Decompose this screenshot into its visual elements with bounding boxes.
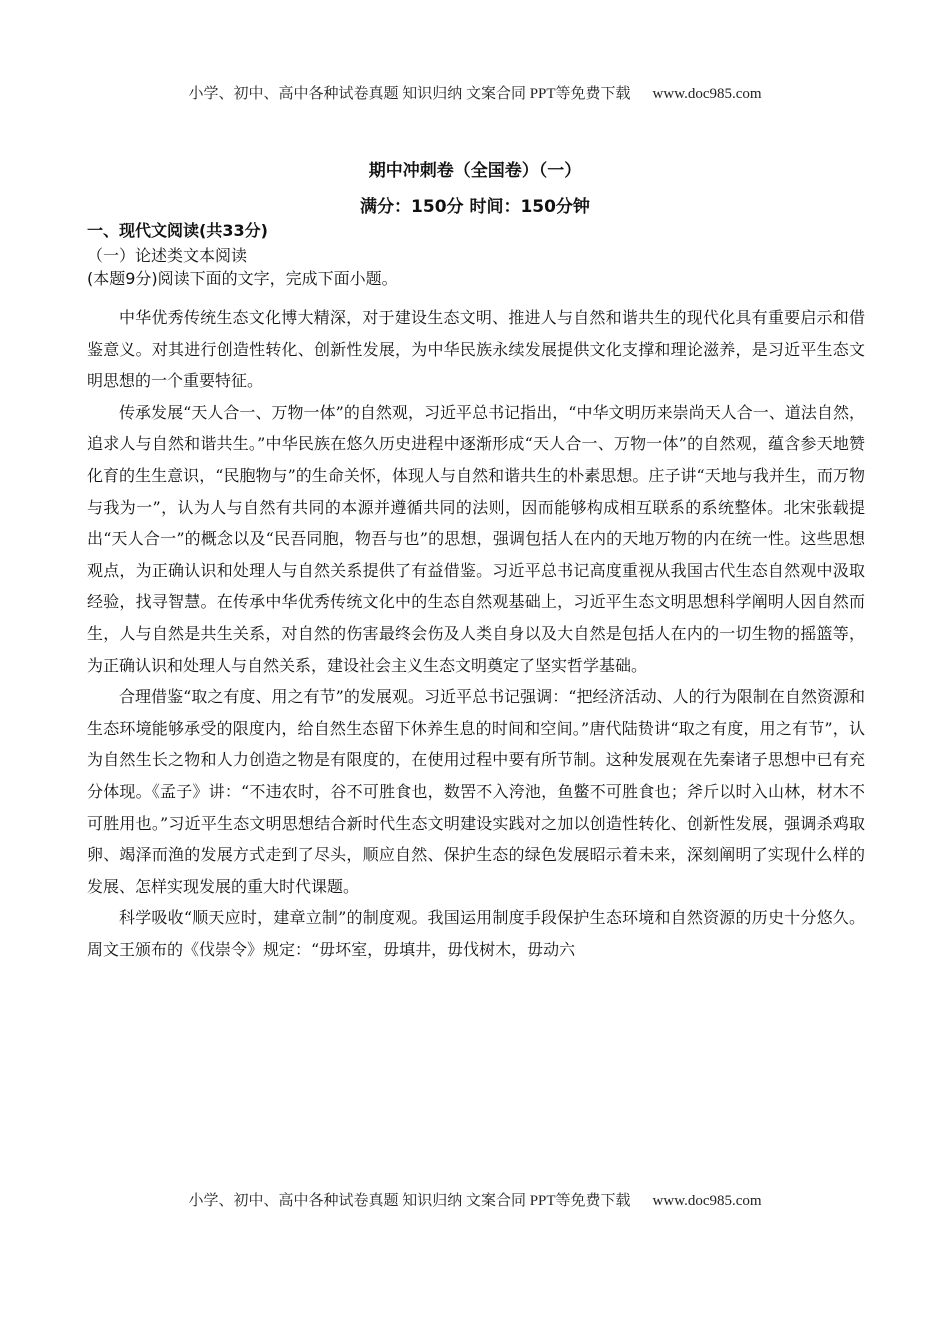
page-header bbox=[0, 82, 950, 103]
question-instruction: (本题9分)阅读下面的文字，完成下面小题。 bbox=[87, 269, 398, 288]
footer-text: 小学、初中、高中各种试卷真题 知识归纳 文案合同 PPT等免费下载 bbox=[188, 1193, 631, 1209]
passage-paragraph: 中华优秀传统生态文化博大精深，对于建设生态文明、推进人与自然和谐共生的现代化具有重要启示和借鉴意义。对其进行创造性转化、创新性发展，为中华民族永续发展提供文化支撑和理论滋养，是习近平生态文明思想的一个重要特征。 bbox=[87, 308, 865, 391]
page-footer bbox=[0, 1189, 950, 1210]
reading-passage bbox=[87, 302, 865, 965]
section-heading: 一、现代文阅读(共33分) bbox=[87, 221, 268, 240]
passage-paragraph: 合理借鉴“取之有度、用之有节”的发展观。习近平总书记强调：“把经济活动、人的行为限制在自然资源和生态环境能够承受的限度内，给自然生态留下休养生息的时间和空间。”唐代陆贽讲“取之有度，用之有节”，认为自然生长之物和人力创造之物是有限度的，在使用过程中要有所节制。这种发展观在先秦诸子思想中已有充分体现。《孟子》讲：“不违农时，谷不可胜食也，数罟不入洿池，鱼鳖不可胜食也；斧斤以时入山林，材木不可胜用也。”习近平生态文明思想结合新时代生态文明建设实践对之加以创造性转化、创新性发展，强调杀鸡取卵、竭泽而渔的发展方式走到了尽头，顺应自然、保护生态的绿色发展昭示着未来，深刻阐明了实现什么样的发展、怎样实现发展的重大时代课题。 bbox=[87, 687, 865, 896]
passage-paragraph: 科学吸收“顺天应时，建章立制”的制度观。我国运用制度手段保护生态环境和自然资源的历史十分悠久。周文王颁布的《伐崇令》规定：“毋坏室，毋填井，毋伐树木，毋动六 bbox=[87, 908, 865, 959]
passage-paragraph: 传承发展“天人合一、万物一体”的自然观，习近平总书记指出，“中华文明历来崇尚天人合一、道法自然，追求人与自然和谐共生。”中华民族在悠久历史进程中逐渐形成“天人合一、万物一体”的自然观，蕴含参天地赞化育的生生意识，“民胞物与”的生命关怀，体现人与自然和谐共生的朴素思想。庄子讲“天地与我并生，而万物与我为一”，认为人与自然有共同的本源并遵循共同的法则，因而能够构成相互联系的系统整体。北宋张载提出“天人合一”的概念以及“民吾同胞，物吾与也”的思想，强调包括人在内的天地万物的内在统一性。这些思想观点，为正确认识和处理人与自然关系提供了有益借鉴。习近平总书记高度重视从我国古代生态自然观中汲取经验，找寻智慧。在传承中华优秀传统文化中的生态自然观基础上，习近平生态文明思想科学阐明人因自然而生，人与自然是共生关系，对自然的伤害最终会伤及人类自身以及大自然是包括人在内的一切生物的摇篮等，为正确认识和处理人与自然关系，建设社会主义生态文明奠定了坚实哲学基础。 bbox=[87, 402, 865, 675]
header-site-link[interactable]: www.doc985.com bbox=[652, 86, 762, 102]
exam-title: 期中冲刺卷（全国卷）（一） bbox=[368, 161, 582, 181]
section-subheading: （一）论述类文本阅读 bbox=[87, 246, 248, 265]
footer-site-link[interactable]: www.doc985.com bbox=[652, 1193, 762, 1209]
header-text: 小学、初中、高中各种试卷真题 知识归纳 文案合同 PPT等免费下载 bbox=[188, 86, 631, 102]
exam-subtitle: 满分：150分 时间：150分钟 bbox=[360, 197, 590, 217]
